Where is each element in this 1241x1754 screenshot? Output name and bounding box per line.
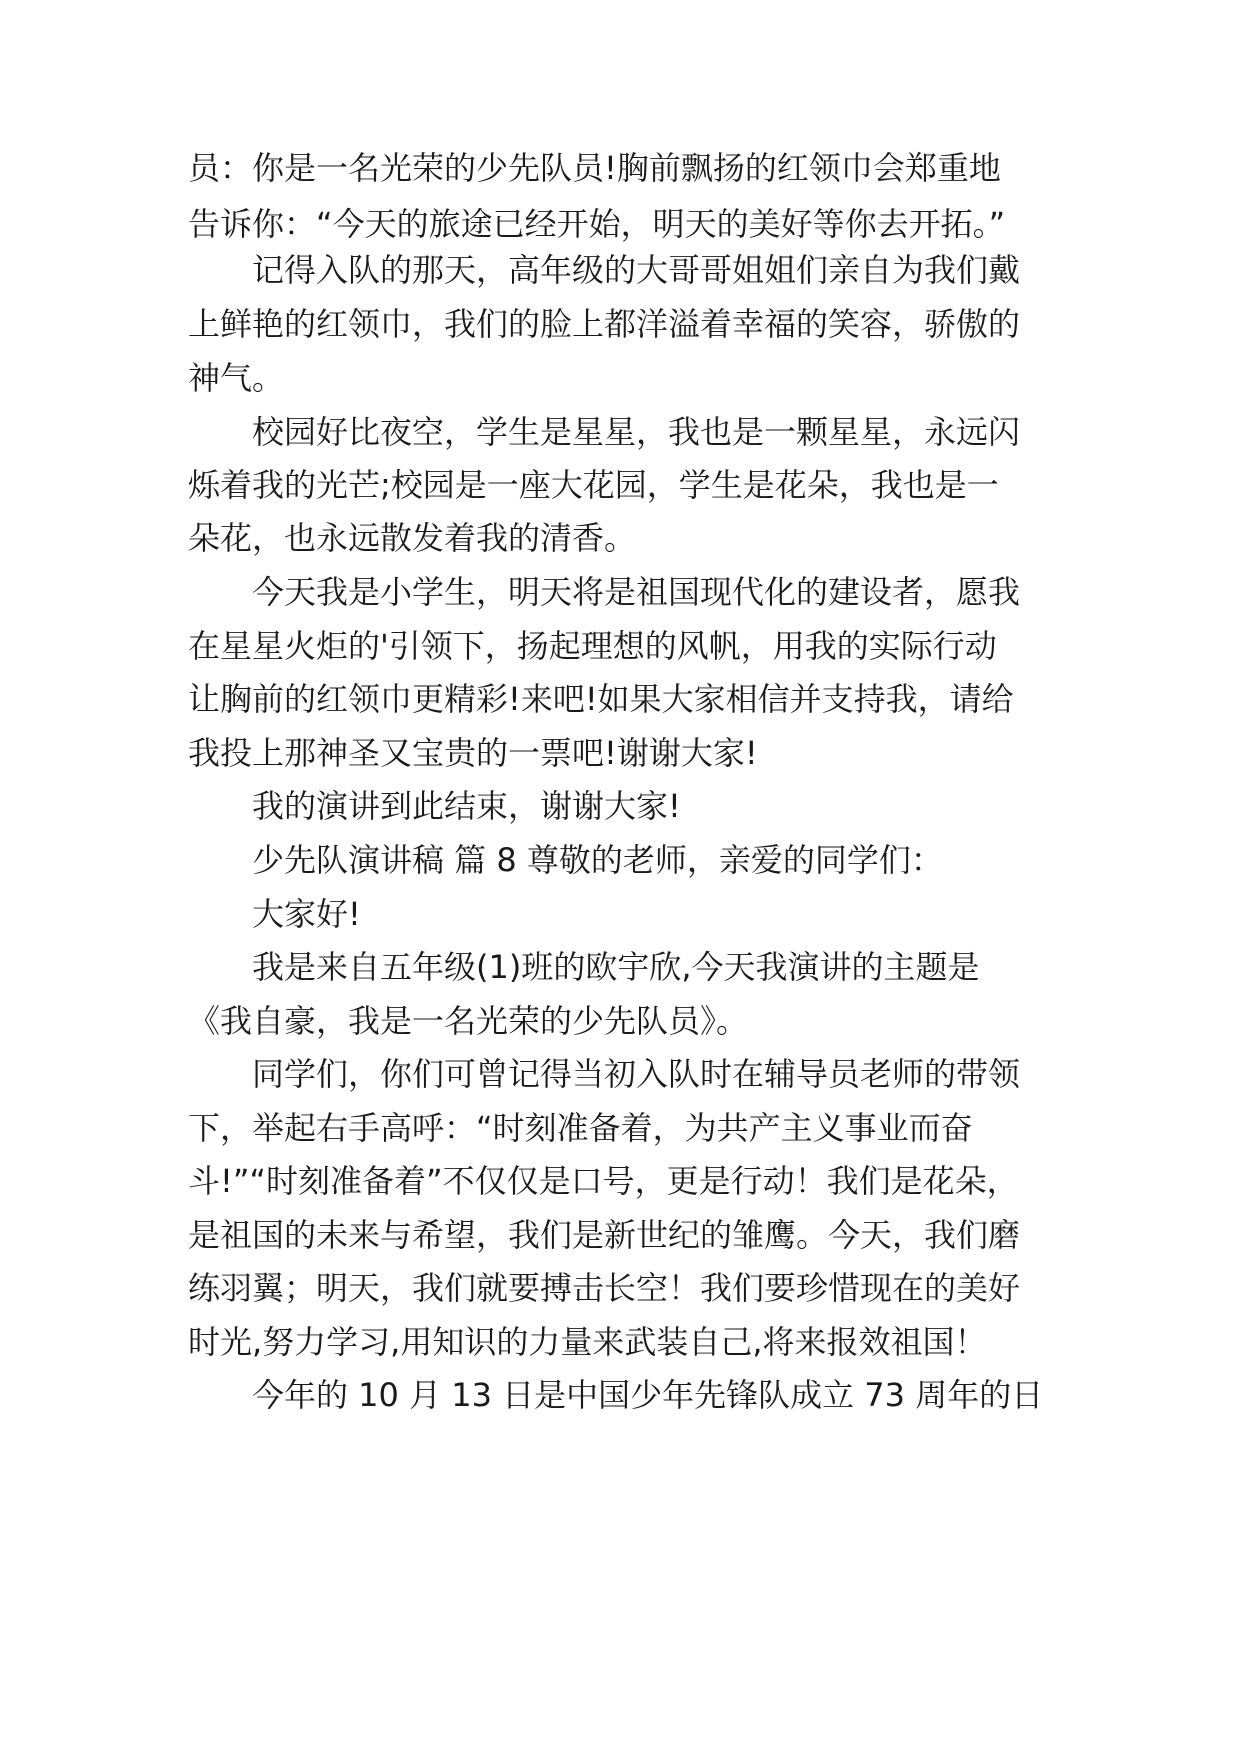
text-line: 斗!”“时刻准备着”不仅仅是口号，更是行动！我们是花朵， bbox=[188, 1162, 1019, 1200]
text-line: 下，举起右手高呼：“时刻准备着，为共产主义事业而奋 bbox=[188, 1109, 973, 1147]
paragraph-first-line: 我是来自五年级(1)班的欧宇欣,今天我演讲的主题是 bbox=[252, 948, 980, 986]
text-line: 员：你是一名光荣的少先队员!胸前飘扬的红领巾会郑重地 bbox=[188, 149, 1001, 187]
text-line: 让胸前的红领巾更精彩!来吧!如果大家相信并支持我，请给 bbox=[188, 680, 1014, 718]
text-line: 神气。 bbox=[188, 359, 285, 397]
paragraph-first-line: 记得入队的那天，高年级的大哥哥姐姐们亲自为我们戴 bbox=[252, 251, 1021, 289]
text-line: 烁着我的光芒;校园是一座大花园，学生是花朵，我也是一 bbox=[188, 466, 999, 504]
text-line: 时光,努力学习,用知识的力量来武装自己,将来报效祖国！ bbox=[188, 1323, 987, 1361]
paragraph-first-line: 校园好比夜空，学生是星星，我也是一颗星星，永远闪 bbox=[252, 413, 1021, 451]
text-line: 在星星火炬的'引领下，扬起理想的风帆，用我的实际行动 bbox=[188, 627, 997, 665]
text-line: 上鲜艳的红领巾，我们的脸上都洋溢着幸福的笑容，骄傲的 bbox=[188, 305, 1021, 343]
text-line: 练羽翼；明天，我们就要搏击长空！我们要珍惜现在的美好 bbox=[188, 1269, 1021, 1307]
text-line: 是祖国的未来与希望，我们是新世纪的雏鹰。今天，我们磨 bbox=[188, 1216, 1021, 1254]
text-line: 朵花，也永远散发着我的清香。 bbox=[188, 519, 637, 557]
text-line: 我投上那神圣又宝贵的一票吧!谢谢大家! bbox=[188, 734, 758, 772]
text-line: 告诉你：“今天的旅途已经开始，明天的美好等你去开拓。” bbox=[188, 205, 1006, 243]
paragraph-first-line: 我的演讲到此结束，谢谢大家! bbox=[252, 787, 681, 825]
paragraph-first-line: 今天我是小学生，明天将是祖国现代化的建设者，愿我 bbox=[252, 573, 1021, 611]
text-line: 《我自豪，我是一名光荣的少先队员》。 bbox=[188, 1002, 749, 1040]
section-heading-line: 少先队演讲稿 篇 8 尊敬的老师，亲爱的同学们： bbox=[252, 841, 943, 879]
paragraph-first-line: 今年的 10 月 13 日是中国少年先锋队成立 73 周年的日 bbox=[252, 1376, 1044, 1414]
greeting-line: 大家好! bbox=[252, 895, 361, 933]
paragraph-first-line: 同学们，你们可曾记得当初入队时在辅导员老师的带领 bbox=[252, 1055, 1021, 1093]
